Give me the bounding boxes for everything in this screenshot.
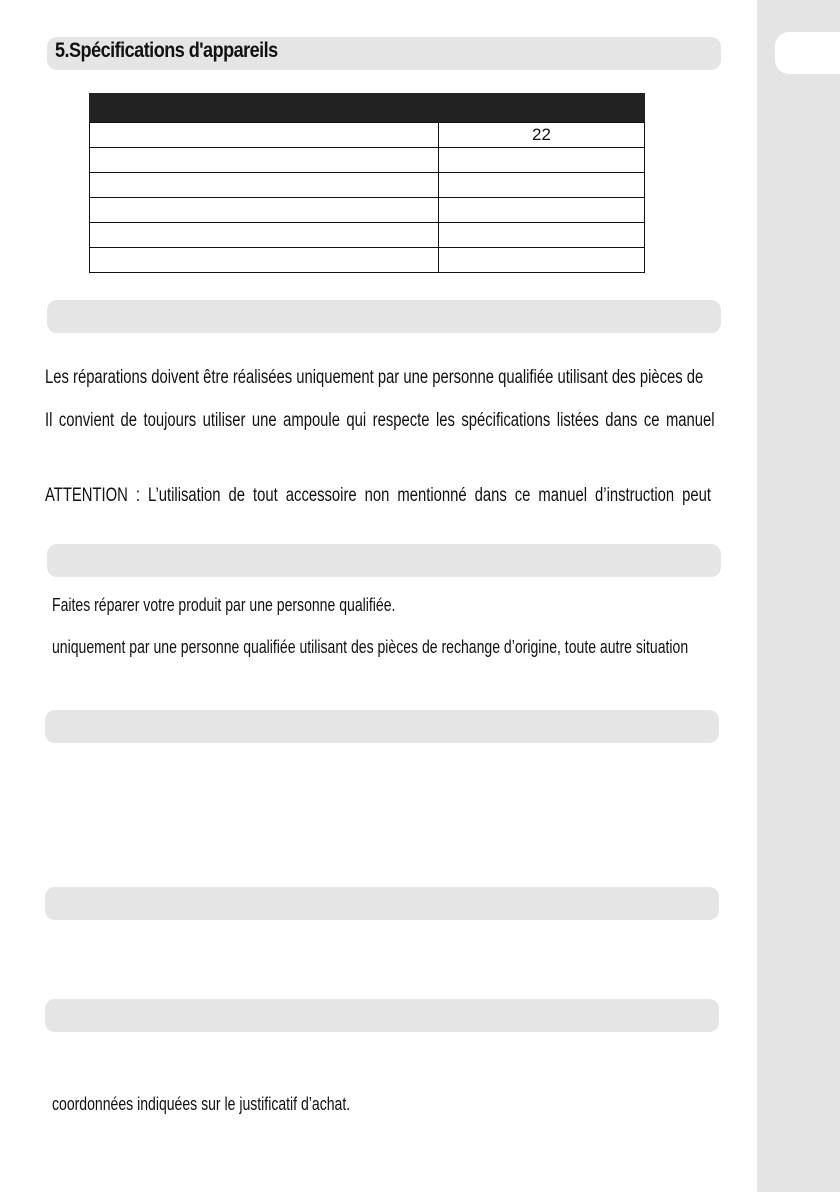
table-row — [90, 173, 645, 198]
paragraph-bulb: Il convient de toujours utiliser une ampoule qui respecte les spécifications listées dans ce manuel — [45, 410, 715, 431]
paragraph-contact: coordonnées indiquées sur le justificatif d’achat. — [52, 1094, 351, 1114]
table-header-cell — [90, 93, 439, 123]
side-language-tab — [775, 32, 840, 74]
section-header-bar — [47, 544, 721, 577]
table-cell — [90, 198, 439, 223]
table-cell — [439, 198, 645, 223]
paragraph-repair-product: Faites réparer votre produit par une personne qualifiée. — [52, 595, 396, 615]
table-header-row — [90, 93, 645, 123]
page-title: 5.Spécifications d'appareils — [55, 39, 278, 62]
table-cell — [90, 248, 439, 273]
table-cell — [439, 173, 645, 198]
section-header-bar — [45, 999, 719, 1032]
table-row — [90, 223, 645, 248]
table-cell — [90, 223, 439, 248]
table-cell — [439, 148, 645, 173]
paragraph-warning: ATTENTION : L’utilisation de tout accessoire non mentionné dans ce manuel d’instruction peut — [45, 485, 711, 506]
table-cell — [90, 123, 439, 148]
table-row — [90, 123, 645, 148]
table-row — [90, 248, 645, 273]
paragraph-repairs: Les réparations doivent être réalisées uniquement par une personne qualifiée utilisant des pièces de — [45, 367, 704, 388]
section-header-bar — [45, 710, 719, 743]
paragraph-original-parts: uniquement par une personne qualifiée utilisant des pièces de rechange d’origine, toute autre situation — [52, 637, 689, 657]
table-cell — [439, 248, 645, 273]
table-cell — [90, 148, 439, 173]
table-row — [90, 148, 645, 173]
table-cell — [439, 223, 645, 248]
section-header-bar — [47, 300, 721, 333]
table-row — [90, 198, 645, 223]
table-cell — [90, 173, 439, 198]
specifications-table — [89, 93, 645, 273]
section-header-bar — [45, 887, 719, 920]
side-margin-band — [757, 0, 840, 1192]
table-header-cell — [439, 93, 645, 123]
table-cell: 22 — [439, 123, 645, 148]
